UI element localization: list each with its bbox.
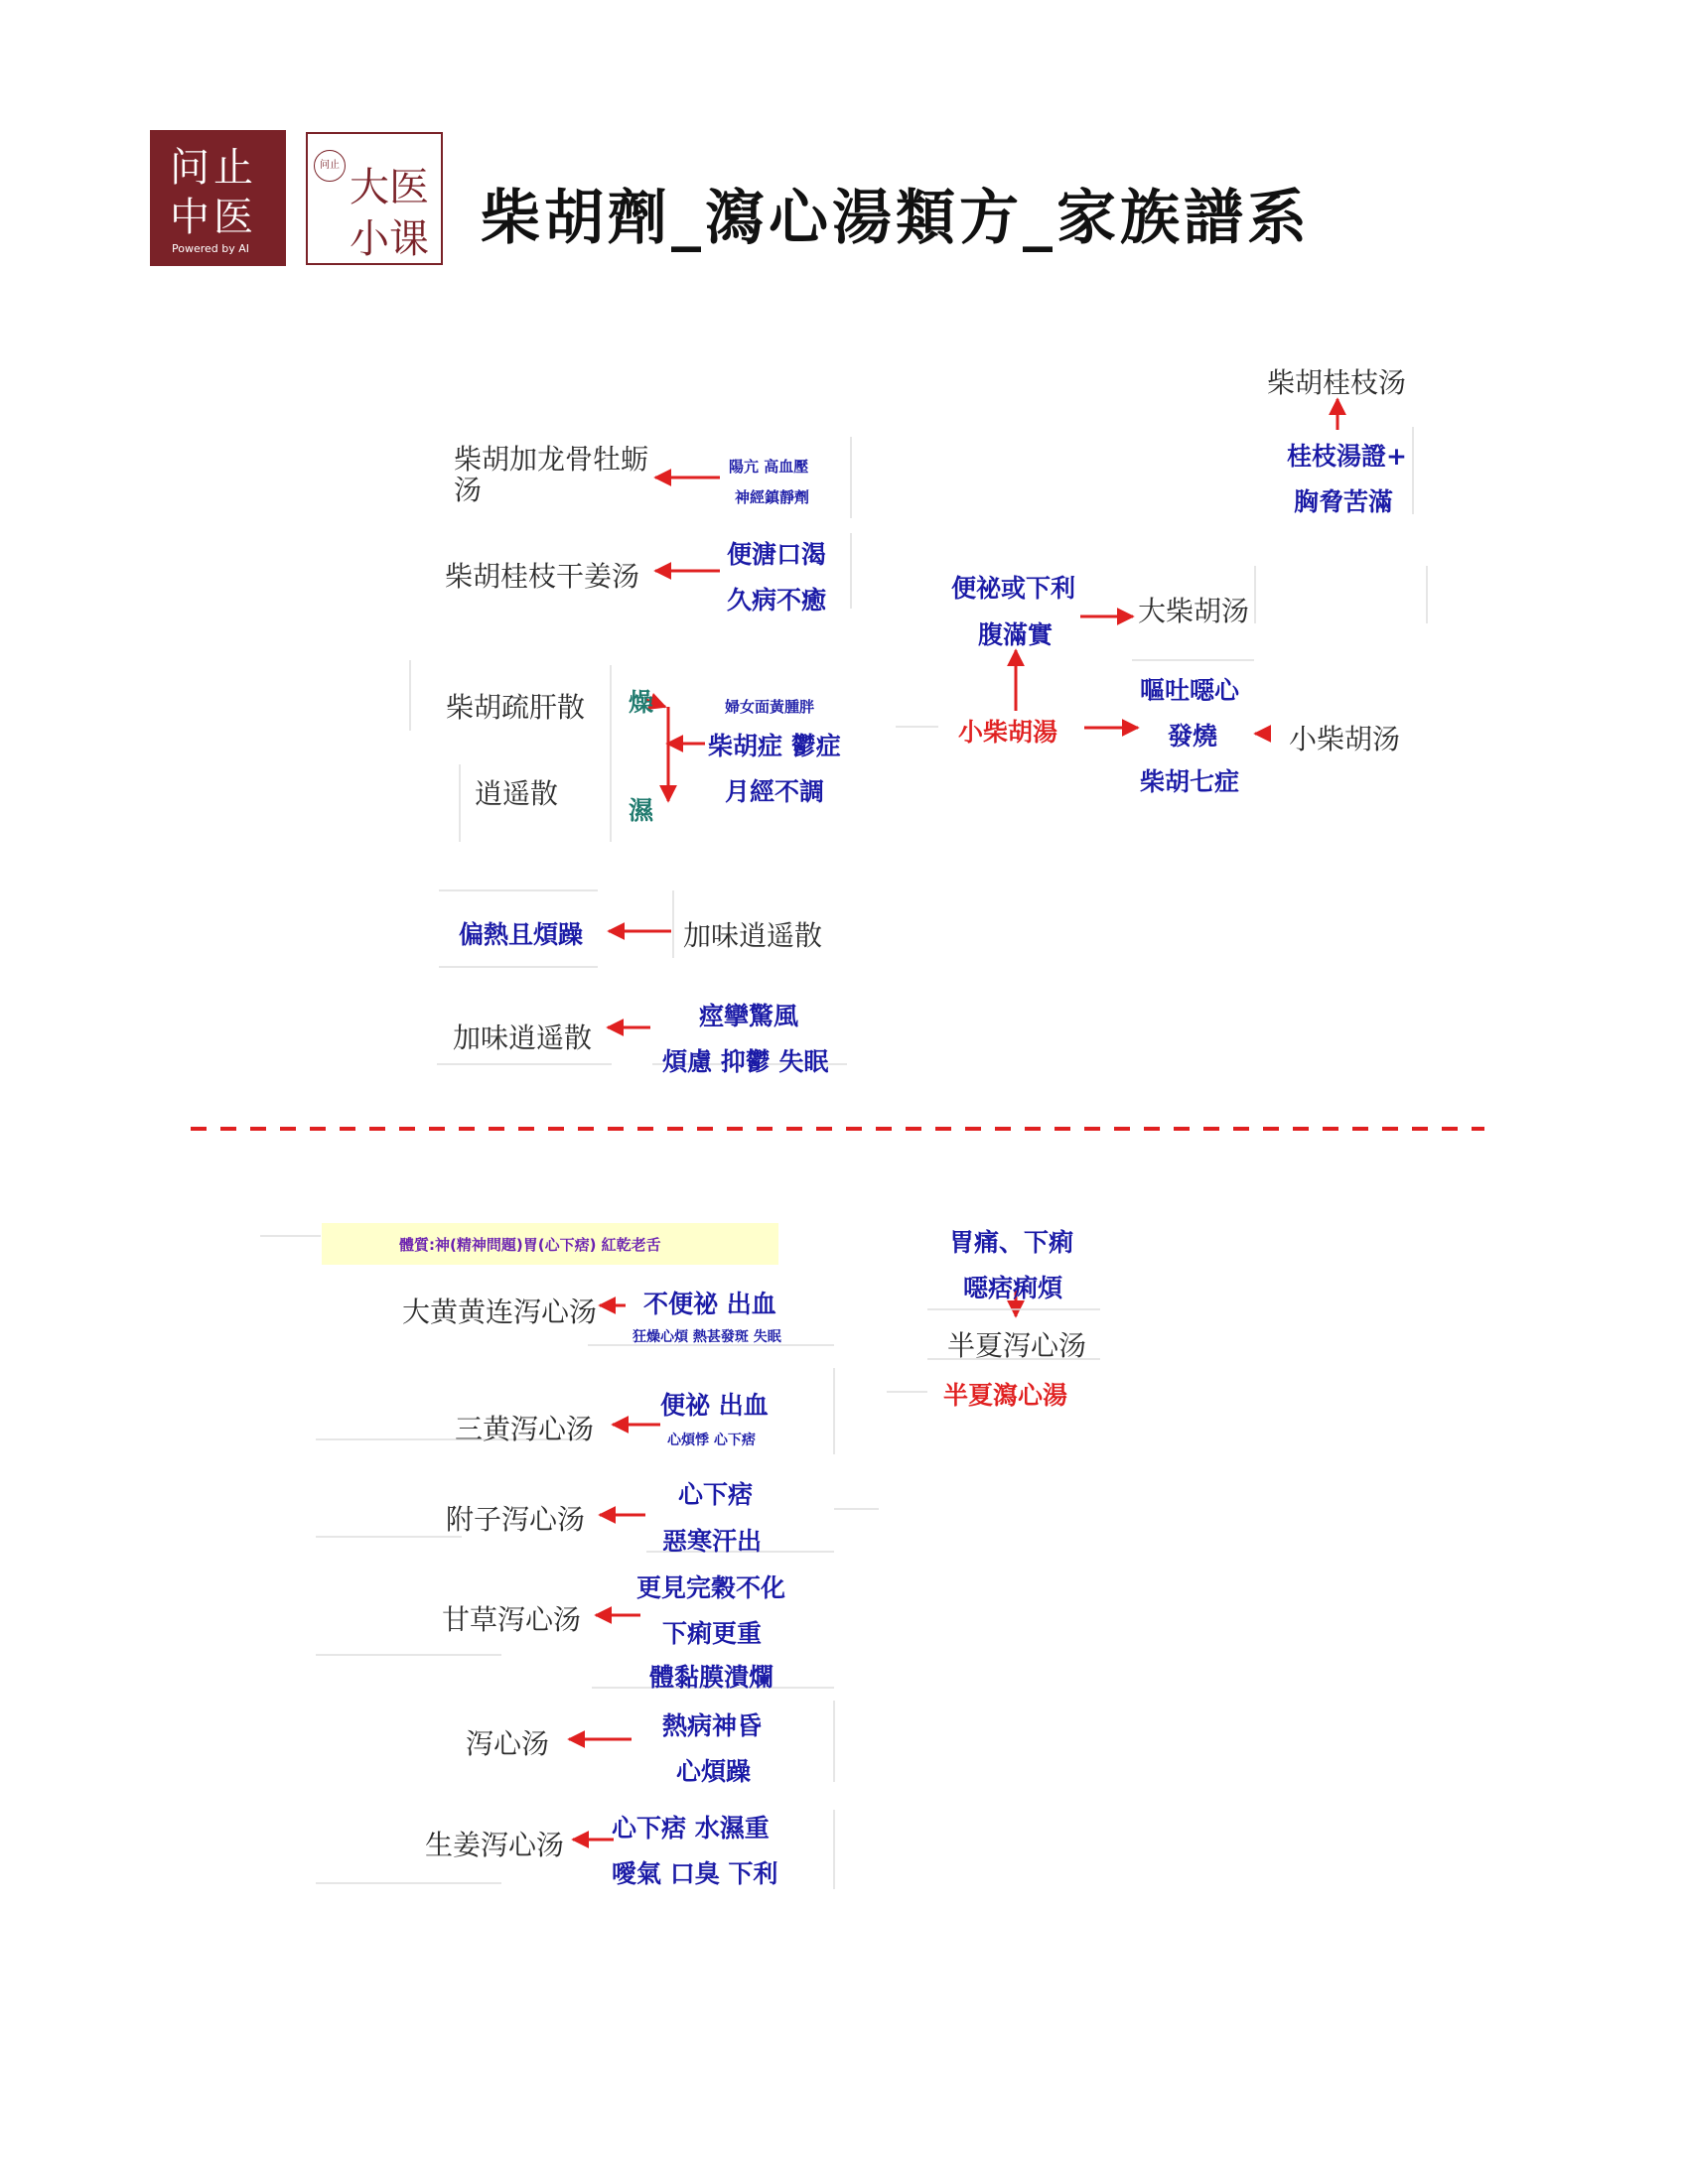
node-da-chai-hu-tang: 大柴胡汤 bbox=[1138, 595, 1250, 627]
xin-fan-zao-text: 心煩躁 bbox=[676, 1757, 752, 1786]
constitution-text: 體質:神(精神問題)胃(心下痞) 紅乾老舌 bbox=[399, 1236, 661, 1254]
logo2-line1: 大医 bbox=[350, 165, 429, 210]
constitution-banner bbox=[322, 1223, 778, 1265]
node-ban-xia-xie-xin-tang: 半夏泻心汤 bbox=[947, 1329, 1087, 1362]
yang-kang-text: 陽亢 高血壓 bbox=[729, 458, 809, 476]
fa-shao-text: 發燒 bbox=[1168, 722, 1218, 751]
yue-jing-text: 月經不調 bbox=[725, 777, 825, 806]
ti-nian-mo-text: 體黏膜潰爛 bbox=[649, 1663, 774, 1692]
node-gan-cao-xie-xin-tang: 甘草泻心汤 bbox=[442, 1603, 582, 1636]
ai-qi-text: 噯氣 口臭 下利 bbox=[612, 1859, 778, 1888]
chai-hu-zheng-text: 柴胡症 鬱症 bbox=[708, 732, 841, 760]
jing-luan-text: 痙攣驚風 bbox=[699, 1002, 799, 1030]
node-long-gu-mu-li-line1: 柴胡加龙骨牡蛎 bbox=[454, 443, 649, 476]
logo2-seal: 问止 bbox=[314, 150, 346, 182]
node-jia-wei-xiao-yao-san-1: 加味逍遥散 bbox=[683, 919, 823, 952]
logo2-line2: 小课 bbox=[350, 216, 429, 262]
ou-tu-text: 嘔吐噁心 bbox=[1140, 676, 1240, 705]
wei-tong-text: 胃痛、下痢 bbox=[949, 1228, 1074, 1257]
kuang-zao-text: 狂燥心煩 熱甚發斑 失眠 bbox=[633, 1329, 781, 1345]
shen-jing-text: 神經鎮靜劑 bbox=[735, 488, 810, 506]
gui-zhi-zheng-text: 桂枝湯證+ bbox=[1287, 442, 1407, 471]
geng-jian-text: 更見完穀不化 bbox=[636, 1573, 786, 1602]
xin-xia-pi-text: 心下痞 bbox=[678, 1480, 754, 1509]
shi-text: 濕 bbox=[629, 796, 654, 825]
xiong-xie-ku-man-text: 胸脅苦滿 bbox=[1294, 487, 1394, 516]
fu-man-shi-text: 腹滿實 bbox=[978, 620, 1054, 649]
node-xiao-chai-hu-tang: 小柴胡汤 bbox=[1289, 723, 1401, 755]
qi-zheng-text: 柴胡七症 bbox=[1140, 767, 1240, 796]
bian-tang-text: 便溏口渴 bbox=[727, 540, 827, 569]
node-da-huang-huang-lian-xie-xin-tang: 大黄黄连泻心汤 bbox=[402, 1296, 598, 1328]
logo-line2: 中医 bbox=[170, 195, 257, 240]
page-title: 柴胡劑_瀉心湯類方_家族譜系 bbox=[481, 184, 1311, 253]
re-bing-text: 熱病神昏 bbox=[662, 1711, 763, 1740]
jiu-bing-text: 久病不癒 bbox=[727, 586, 827, 614]
logo-tagline: Powered by AI bbox=[172, 242, 250, 255]
xin-fan-ji-text: 心煩悸 心下痞 bbox=[667, 1433, 756, 1448]
xin-xia-pi-shui-text: 心下痞 水濕重 bbox=[612, 1814, 770, 1843]
pian-re-text: 偏熱且煩躁 bbox=[459, 920, 584, 949]
node-fu-zi-xie-xin-tang: 附子泻心汤 bbox=[446, 1503, 586, 1536]
node-jia-wei-xiao-yao-san-2: 加味逍遥散 bbox=[453, 1022, 593, 1054]
logo-line1: 问止 bbox=[170, 145, 257, 191]
bian-mi-chu-xue-text: 便祕 出血 bbox=[660, 1391, 769, 1420]
node-xiao-chai-hu-tang-red: 小柴胡湯 bbox=[958, 718, 1058, 747]
fu-nv-text: 婦女面黃腫胖 bbox=[725, 698, 815, 716]
node-san-huang-xie-xin-tang: 三黄泻心汤 bbox=[455, 1413, 595, 1445]
node-long-gu-mu-li-line2: 汤 bbox=[454, 474, 483, 506]
xia-li-geng-zhong-text: 下痢更重 bbox=[662, 1619, 763, 1648]
node-xie-xin-tang: 泻心汤 bbox=[466, 1727, 550, 1760]
ai-pi-text: 噁痞痢煩 bbox=[963, 1274, 1063, 1302]
node-ban-xia-xie-xin-tang-red: 半夏瀉心湯 bbox=[943, 1381, 1068, 1410]
node-chai-hu-gui-zhi-gan-jiang: 柴胡桂枝干姜汤 bbox=[445, 560, 640, 593]
node-xiao-yao-san: 逍遥散 bbox=[475, 777, 559, 810]
fan-lv-text: 煩慮 抑鬱 失眠 bbox=[662, 1047, 829, 1076]
node-sheng-jiang-xie-xin-tang: 生姜泻心汤 bbox=[425, 1829, 565, 1861]
wu-han-text: 惡寒汗出 bbox=[662, 1527, 763, 1556]
zao-text: 燥 bbox=[629, 688, 654, 717]
node-chai-hu-gui-zhi-tang: 柴胡桂枝汤 bbox=[1267, 366, 1407, 399]
bian-mi-xia-li-text: 便祕或下利 bbox=[951, 574, 1076, 603]
bu-bian-mi-text: 不便祕 出血 bbox=[643, 1290, 776, 1318]
node-chai-hu-shu-gan-san: 柴胡疏肝散 bbox=[446, 691, 586, 724]
